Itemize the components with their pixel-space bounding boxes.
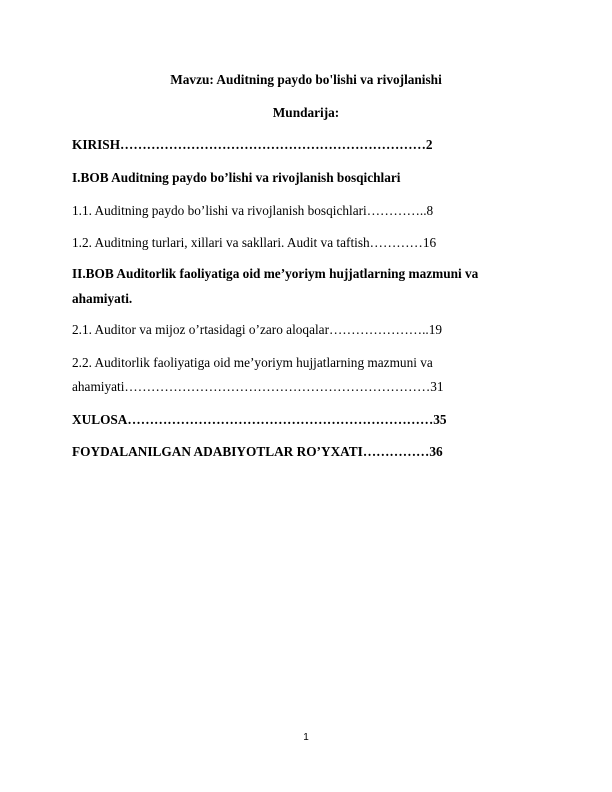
contents-heading: Mundarija: [272,105,340,120]
document-topic: Mavzu: Auditning paydo bo'lishi va rivojlanishi [170,72,442,87]
toc-entry-references: FOYDALANILGAN ADABIYOTLAR RO’YXATI……………36 [72,444,443,459]
toc-entry-chapter-1: I.BOB Auditning paydo bo’lishi va rivojlanish bosqichlari [72,170,401,185]
page-number: 1 [303,732,309,743]
toc-entry-section-1-2: 1.2. Auditning turlari, xillari va sakllari. Audit va taftish…………16 [72,235,437,250]
toc-entry-xulosa: XULOSA……………………………………………………………35 [72,412,447,427]
toc-entry-kirish: KIRISH……………………………………………………………2 [72,137,433,152]
toc-entry-section-1-1: 1.1. Auditning paydo bo’lishi va rivojlanish bosqichlari…………..8 [72,203,434,218]
toc-entry-section-2-2-continued: ahamiyati……………………………………………………………31 [72,379,444,394]
toc-entry-chapter-2-continued: ahamiyati. [72,291,133,306]
toc-entry-section-2-2: 2.2. Auditorlik faoliyatiga oid me’yoriym hujjatlarning mazmuni va [72,355,433,370]
toc-entry-section-2-1: 2.1. Auditor va mijoz o’rtasidagi o’zaro aloqalar…………………..19 [72,322,443,337]
toc-entry-chapter-2: II.BOB Auditorlik faoliyatiga oid me’yoriym hujjatlarning mazmuni va [72,266,479,281]
